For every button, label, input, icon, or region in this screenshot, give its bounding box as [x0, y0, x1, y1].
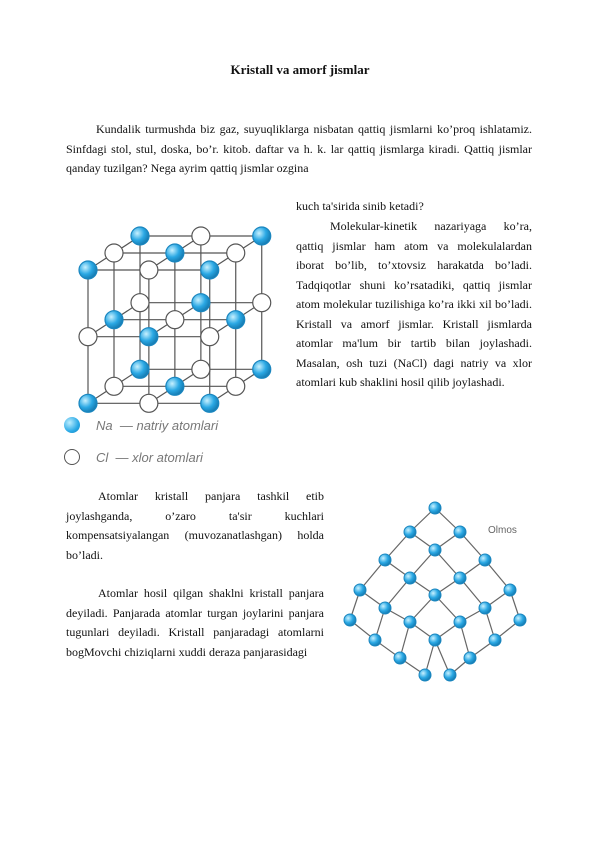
- diamond-label: Olmos: [488, 525, 517, 536]
- chlorine-atom: [140, 261, 158, 279]
- chlorine-atom: [79, 328, 97, 346]
- legend-chlorine-text: — xlor atomlari: [115, 449, 203, 465]
- carbon-atom: [419, 669, 431, 681]
- sodium-atom: [253, 227, 271, 245]
- chlorine-atom: [105, 377, 123, 395]
- carbon-atom: [354, 584, 366, 596]
- chlorine-atom: [227, 244, 245, 262]
- chlorine-atom: [227, 377, 245, 395]
- sodium-atom: [227, 311, 245, 329]
- chlorine-atom: [140, 394, 158, 412]
- carbon-atom: [394, 652, 406, 664]
- sodium-atom: [201, 261, 219, 279]
- chlorine-atom: [131, 294, 149, 312]
- sodium-atom: [131, 360, 149, 378]
- intro-text: Kundalik turmushda biz gaz, suyuqliklarga nisbatan qattiq jismlarni ko’proq ishlatamiz. Sinfdagi stol, stul, doska, bo’r. kitob. daftar va h. k. lar qattiq jismlarga kiradi. Qattiq jismlar qanday tuzilgan? Nega ayrim qattiq jismlar ozgina: [66, 122, 532, 175]
- chlorine-atom: [201, 328, 219, 346]
- legend-sodium-symbol: Na: [96, 417, 113, 433]
- sodium-atom: [79, 394, 97, 412]
- carbon-atom: [429, 634, 441, 646]
- sodium-atom: [105, 311, 123, 329]
- lattice-paragraph: Atomlar kristall panjara tashkil etib joylashganda, o’zaro ta'sir kuchlari kompensatsiyalangan (muvozanatlashgan) holda bo’ladi.: [66, 489, 324, 562]
- carbon-atom: [444, 669, 456, 681]
- legend-sodium-text: — natriy atomlari: [119, 417, 219, 433]
- carbon-atom: [429, 589, 441, 601]
- legend-chlorine-symbol: Cl: [96, 449, 109, 465]
- intro-paragraph: [66, 120, 532, 179]
- chlorine-atom: [192, 227, 210, 245]
- intro-paragraph-end: kuch ta'sirida sinib ketadi?: [296, 199, 424, 213]
- carbon-atom: [369, 634, 381, 646]
- carbon-atom: [454, 526, 466, 538]
- lattice-definition-paragraph: Atomlar hosil qilgan shaklni kristall panjara deyiladi. Panjarada atomlar turgan joylarini panjara tugunlari deyiladi. Kristall panjaradagi atomlarni bogMovchi chiziqlarni xuddi deraza panjarasidagi: [66, 586, 324, 659]
- sodium-atom-icon: [64, 417, 80, 433]
- carbon-atom: [504, 584, 516, 596]
- chlorine-atom-icon: [64, 449, 80, 465]
- carbon-atom: [404, 526, 416, 538]
- legend-chlorine: [64, 449, 203, 465]
- legend-sodium: [64, 417, 218, 433]
- carbon-atom: [379, 554, 391, 566]
- carbon-atom: [479, 602, 491, 614]
- carbon-atom: [429, 544, 441, 556]
- sodium-atom: [166, 377, 184, 395]
- carbon-atom: [479, 554, 491, 566]
- sodium-atom: [201, 394, 219, 412]
- chlorine-atom: [192, 360, 210, 378]
- carbon-atom: [514, 614, 526, 626]
- sodium-atom: [140, 328, 158, 346]
- carbon-atom: [489, 634, 501, 646]
- sodium-atom: [192, 294, 210, 312]
- chlorine-atom: [105, 244, 123, 262]
- chlorine-atom: [253, 294, 271, 312]
- carbon-atom: [379, 602, 391, 614]
- carbon-atom: [429, 502, 441, 514]
- sodium-atom: [131, 227, 149, 245]
- carbon-atom: [454, 572, 466, 584]
- carbon-atom: [464, 652, 476, 664]
- carbon-atom: [404, 616, 416, 628]
- chlorine-atom: [166, 311, 184, 329]
- carbon-atom: [404, 572, 416, 584]
- diamond-lattice-figure: [330, 490, 540, 690]
- page-title: Kristall va amorf jismlar: [230, 62, 370, 77]
- sodium-atom: [166, 244, 184, 262]
- sodium-atom: [79, 261, 97, 279]
- carbon-atom: [454, 616, 466, 628]
- sodium-atom: [253, 360, 271, 378]
- carbon-atom: [344, 614, 356, 626]
- theory-paragraph: Molekular-kinetik nazariyaga ko’ra, qattiq jismlar ham atom va molekulalardan iborat bo’lib, to’xtovsiz harakatda bo’ladi. Tadqiqotlar shuni ko’rsatadiki, qattiq jismlar atom molekular tuzilishiga ko’ra ikki xil bo’ladi. Kristall va amorf jismlar. Kristall jismlarda atomlar ma'lum bir tartib bilan joylashadi. Masalan, osh tuzi (NaCl) dagi natriy va xlor atomlari kub shaklini hosil qilib joylashadi.: [296, 219, 532, 389]
